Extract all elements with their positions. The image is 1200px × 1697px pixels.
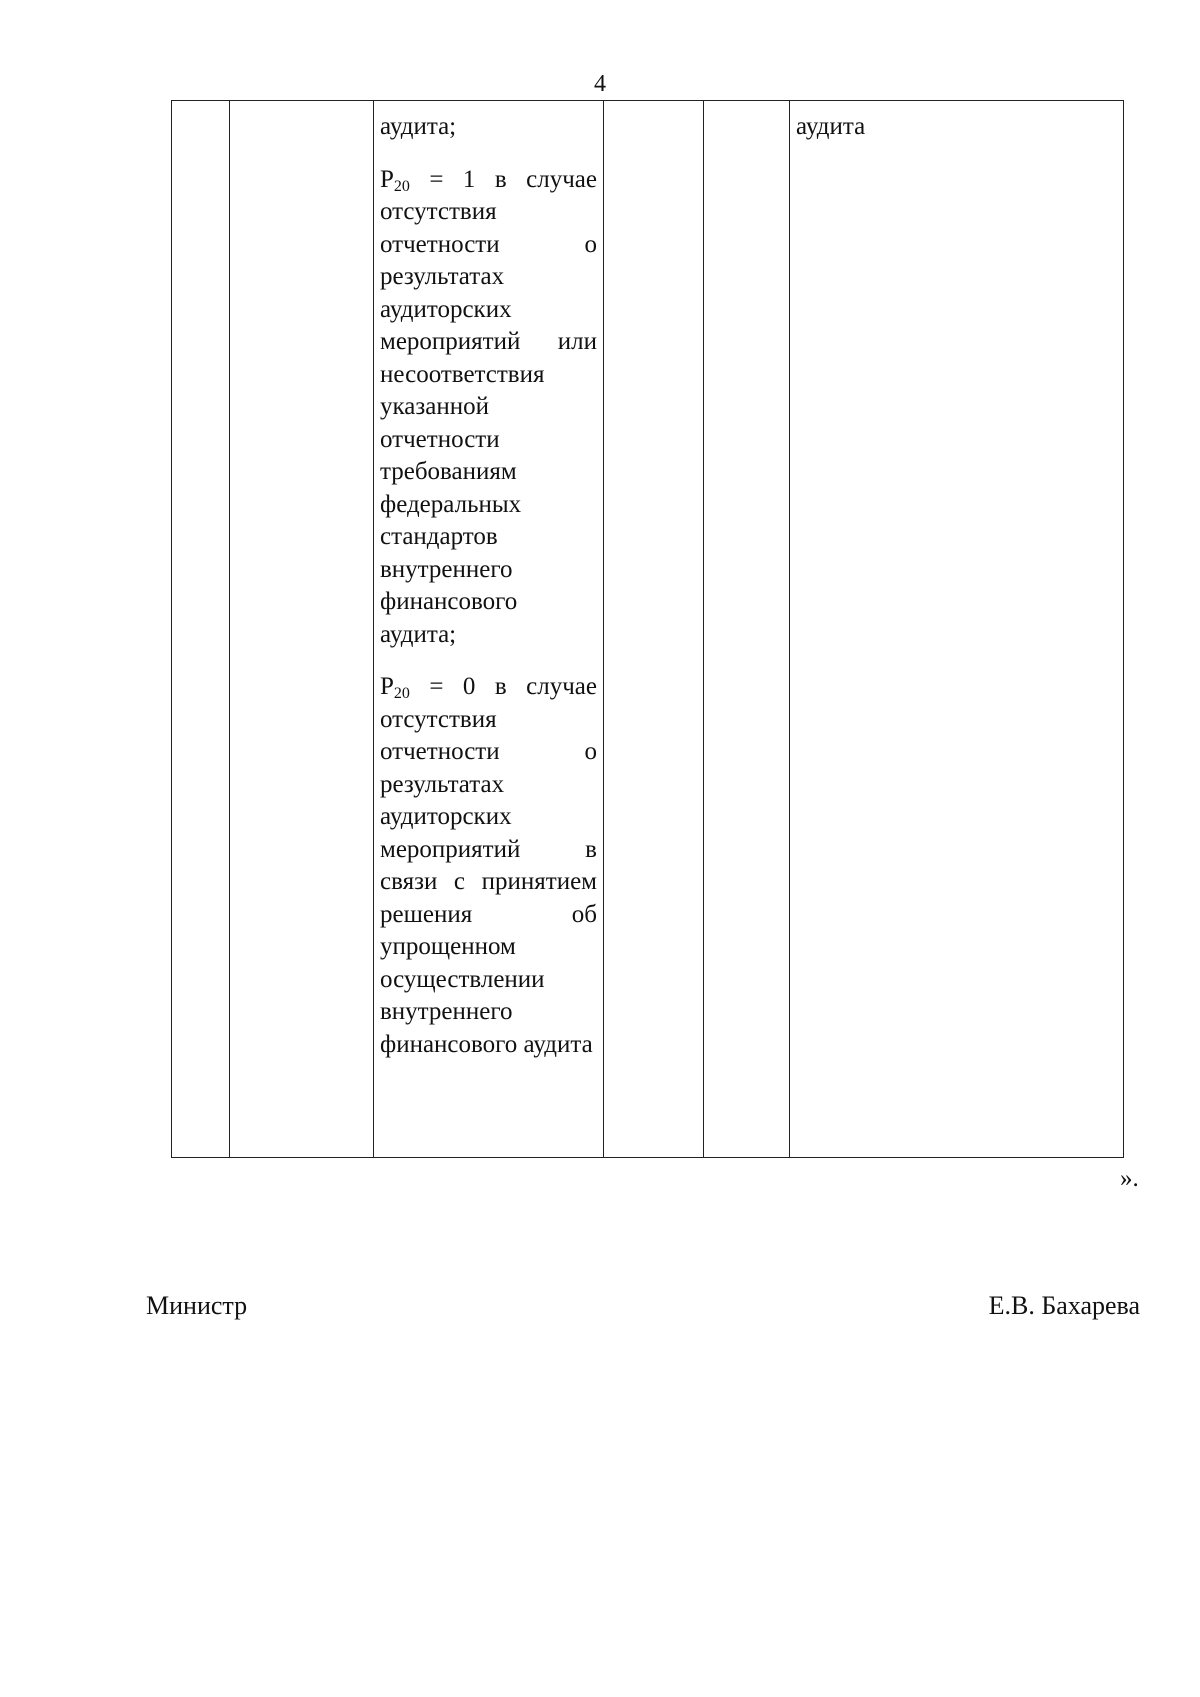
calculation-text: = 0 в случае отсутствия отчетности о результатах аудиторских мероприятий в связи с принятием решения об упрощенном осуществлении внутреннего финансового аудита: [380, 673, 597, 1058]
source-text: аудита: [796, 113, 866, 140]
indicator-table: [171, 100, 1124, 1158]
formula-subscript: 20: [393, 685, 410, 702]
table-cell-indicator-name: [230, 101, 374, 1158]
calculation-paragraph-3: [380, 671, 597, 1061]
calculation-text: = 1 в случае отсутствия отчетности о результатах аудиторских мероприятий или несоответствия указанной отчетности требованиям федеральных стандартов внутреннего финансового аудита;: [380, 165, 597, 648]
formula-symbol: P: [380, 673, 394, 700]
calculation-paragraph-1: аудита;: [380, 113, 457, 140]
signature-title: Министр: [146, 1291, 248, 1320]
table-cell-weight: [704, 101, 790, 1158]
closing-quote-mark: ».: [1120, 1165, 1139, 1192]
table-cell-number: [172, 101, 230, 1158]
table-row: [172, 101, 1124, 1158]
formula-symbol: P: [380, 165, 394, 193]
formula-subscript: 20: [393, 177, 410, 195]
table-cell-source: [790, 101, 1124, 1158]
signature-name: Е.В. Бахарева: [988, 1291, 1140, 1320]
page-number: 4: [594, 71, 606, 97]
table-cell-unit: [604, 101, 704, 1158]
table-cell-calculation: [374, 101, 604, 1158]
calculation-paragraph-2: [380, 164, 597, 652]
